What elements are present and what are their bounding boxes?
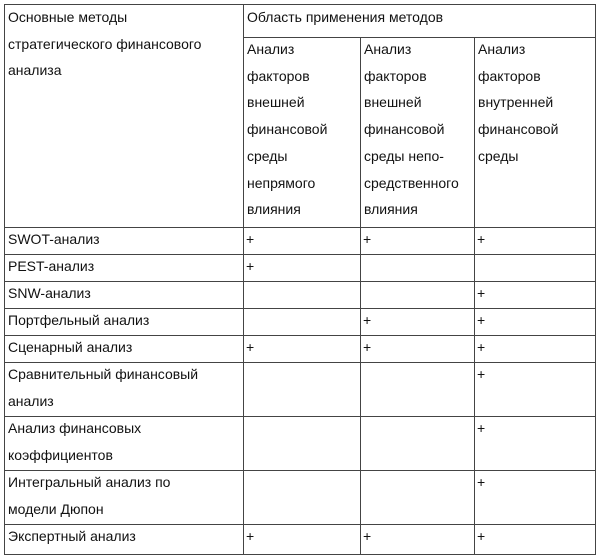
row-mark-swot-c2: + (363, 231, 372, 247)
row-mark-pest-c1: + (246, 258, 255, 274)
row-method-swot: SWOT-анализ (8, 231, 100, 247)
row-mark-scenario-c2: + (363, 339, 372, 355)
row-mark-swot-c3: + (477, 231, 486, 247)
row-method-scenario: Сценарный анализ (8, 339, 133, 355)
row-mark-expert-c2: + (363, 528, 372, 544)
row-mark-scenario-c3: + (477, 339, 486, 355)
row-method-dupont: Интегральный анализ по модели Дюпон (8, 474, 171, 517)
row-method-expert: Экспертный анализ (8, 528, 136, 544)
methods-table (4, 4, 596, 555)
row-mark-ratios-c3: + (477, 420, 486, 436)
row-method-pest: PEST-анализ (8, 258, 95, 274)
row-method-ratios: Анализ финансовых коэффициентов (8, 420, 142, 463)
row-mark-scenario-c1: + (246, 339, 255, 355)
subheader-indirect-external: Анализ факторов внешней финансовой среды непрямого влияния (247, 41, 328, 218)
header-methods: Основные методы стратегического финансового анализа (8, 9, 202, 79)
row-mark-portfolio-c3: + (477, 312, 486, 328)
subheader-internal: Анализ факторов внутренней финансовой среды (478, 41, 559, 164)
row-mark-swot-c1: + (246, 231, 255, 247)
row-mark-snw-c3: + (477, 285, 486, 301)
row-mark-portfolio-c2: + (363, 312, 372, 328)
row-method-comparative: Сравнительный финансовый анализ (8, 366, 199, 409)
row-mark-dupont-c3: + (477, 474, 486, 490)
row-mark-comparative-c3: + (477, 366, 486, 382)
row-mark-expert-c1: + (246, 528, 255, 544)
row-method-snw: SNW-анализ (8, 285, 91, 301)
row-mark-expert-c3: + (477, 528, 486, 544)
subheader-direct-external: Анализ факторов внешней финансовой среды непо- средственного влияния (364, 41, 459, 218)
row-method-portfolio: Портфельный анализ (8, 312, 150, 328)
header-application-area: Область применения методов (247, 9, 444, 25)
